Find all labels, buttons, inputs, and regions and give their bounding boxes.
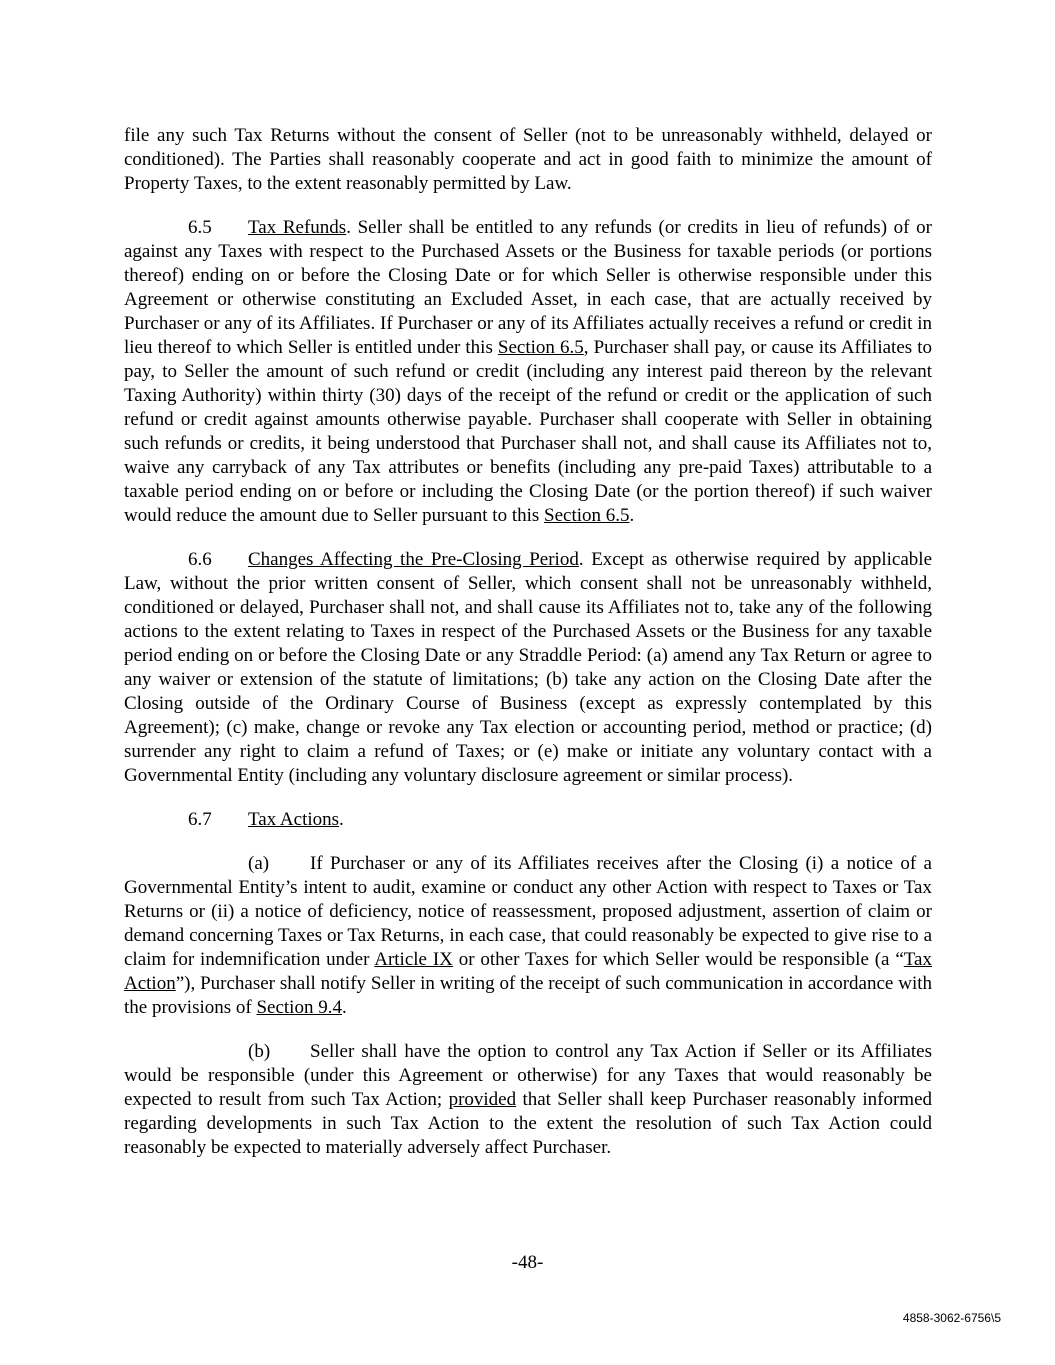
proviso-term: provided <box>448 1089 517 1110</box>
section-number: 6.7 <box>188 809 212 830</box>
subsection-label: (a) <box>248 853 270 874</box>
section-6-7: 6.7 Tax Actions. <box>188 809 344 830</box>
cross-reference: Section 6.5 <box>544 505 630 526</box>
page-number: -48- <box>511 1252 544 1273</box>
continuation-paragraph: file any such Tax Returns without the consent of Seller (not to be unreasonably withheld, delayed or conditioned). The Parties shall reasonably cooperate and act in good faith to minimize the amount of Property Taxes, to the extent reasonably permitted by Law. <box>124 125 932 194</box>
section-heading: Tax Actions <box>248 809 340 830</box>
cross-reference: Section 9.4 <box>256 997 342 1018</box>
section-number: 6.6 <box>188 549 212 570</box>
section-6-5: 6.5 Tax Refunds. Seller shall be entitled to any refunds (or credits in lieu of refunds) of or against any Taxes with respect to the Purchased Assets or the Business for taxable periods (or portions thereof) ending on or before the Closing Date or for which Seller is otherwise responsible under this Agreement or otherwise constituting an Excluded Asset, in each case, that are actually received by Purchaser or any of its Affiliates. If Purchaser or any of its Affiliates actually receives a refund or credit in lieu thereof to which Seller is entitled under this Section 6.5, Purchaser shall pay, or cause its Affiliates to pay, to Seller the amount of such refund or credit (including any interest paid thereon by the relevant Taxing Authority) within thirty (30) days of the receipt of the refund or credit or the application of such refund or credit against amounts otherwise payable. Purchaser shall cooperate with Seller in obtaining such refunds or credits, it being understood that Purchaser shall not, and shall cause its Affiliates not to, waive any carryback of any Tax attributes or benefits (including any pre-paid Taxes) attributable to a taxable period ending on or before or including the Closing Date (or the portion thereof) if such waiver would reduce the amount due to Seller pursuant to this Section 6.5. <box>124 217 933 526</box>
cross-reference: Article IX <box>374 949 453 970</box>
document-body <box>124 124 932 1180</box>
section-6-6: 6.6 Changes Affecting the Pre-Closing Period. Except as otherwise required by applicable Law, without the prior written consent of Seller, which consent shall not be unreasonably withheld, conditioned or delayed, Purchaser shall not, and shall cause its Affiliates not to, take any of the following actions to the extent relating to Taxes in respect of the Purchased Assets or the Business for any taxable period ending on or before the Closing Date or any Straddle Period: (a) amend any Tax Return or agree to any waiver or extension of the statute of limitations; (b) take any action on the Closing Date after the Closing outside of the Ordinary Course of Business (except as expressly contemplated by this Agreement); (c) make, change or revoke any Tax election or accounting period, method or practice; (d) surrender any right to claim a refund of Taxes; or (e) make or initiate any voluntary contact with a Governmental Entity (including any voluntary disclosure agreement or similar process). <box>124 549 933 786</box>
section-heading: Tax Refunds <box>248 217 347 238</box>
cross-reference: Section 6.5 <box>497 337 584 358</box>
subsection-6-7-b: (b) Seller shall have the option to control any Tax Action if Seller or its Affiliates would be responsible (under this Agreement or otherwise) for any Taxes that would reasonably be expected to result from such Tax Action; provided that Seller shall keep Purchaser reasonably informed regarding developments in such Tax Action to the extent the resolution of such Tax Action could reasonably be expected to materially adversely affect Purchaser. <box>124 1041 933 1158</box>
document-id: 4858-3062-6756\5 <box>902 1311 1001 1325</box>
section-number: 6.5 <box>188 217 212 238</box>
section-heading: Changes Affecting the Pre-Closing Period <box>248 549 579 570</box>
subsection-label: (b) <box>248 1041 271 1062</box>
subsection-6-7-a: (a) If Purchaser or any of its Affiliates receives after the Closing (i) a notice of a Governmental Entity’s intent to audit, examine or conduct any other Action with respect to Taxes or Tax Returns or (ii) a notice of deficiency, notice of reassessment, proposed adjustment, assertion of claim or demand concerning Taxes or Tax Returns, in each case, that could reasonably be expected to give rise to a claim for indemnification under Article IX or other Taxes for which Seller would be responsible (a “Tax Action”), Purchaser shall notify Seller in writing of the receipt of such communication in accordance with the provisions of Section 9.4. <box>124 853 932 1018</box>
defined-term: Tax Action <box>124 949 932 994</box>
